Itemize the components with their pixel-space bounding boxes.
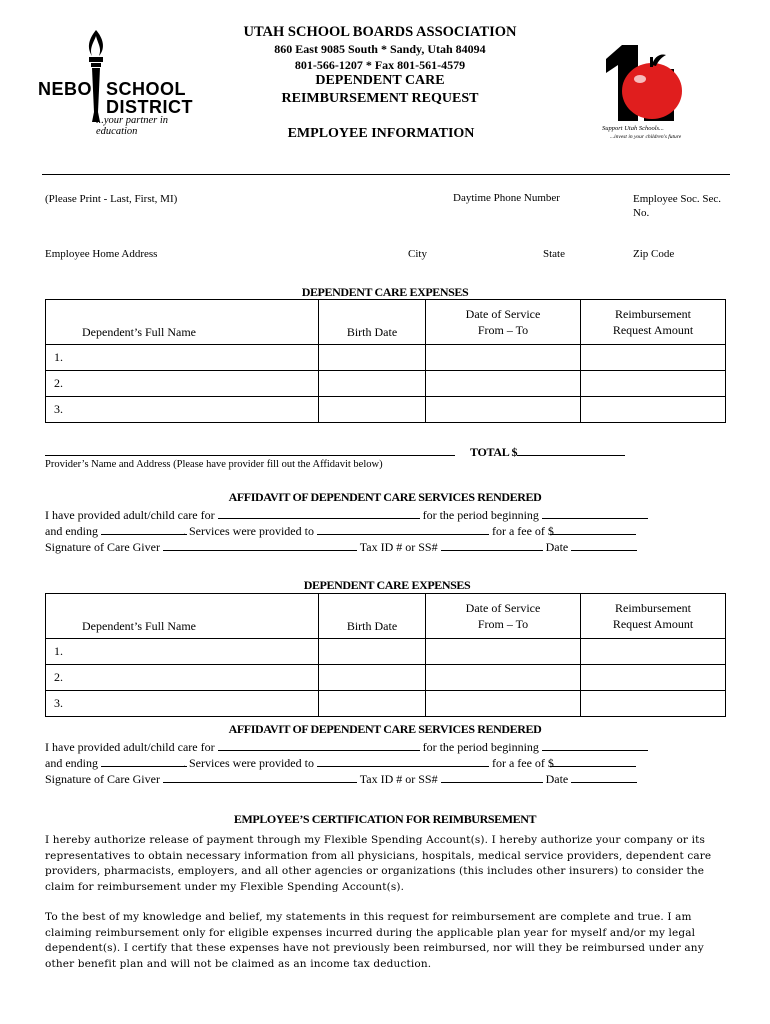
affidavit-2-line3: Signature of Care Giver Tax ID # or SS# Date [45, 770, 637, 787]
certification-paragraph-2: To the best of my knowledge and belief, my statements in this request for reimbursement are complete and true. I am claiming reimbursement only for eligible expenses incurred during the applicable plan year for myself and/or my legal dependent(s). I certify that these expenses have not previously been reimbursed, nor will they be reimbursed under any other benefit plan and will not be claimed as an income tax deduction. [45, 911, 704, 970]
provider-name-line[interactable] [45, 455, 455, 456]
certification-paragraph-1: I hereby authorize release of payment through my Flexible Spending Account(s). I hereby authorize your company or its representatives to obtain necessary information from all physicians, hospitals, medical service providers, dependent care providers, pharmacists, employers, and all other agencies or organizations (this includes other insurers) to consider the claim for reimbursement under my Flexible Spending Account(s). [45, 834, 712, 893]
employee-name-label: (Please Print - Last, First, MI) [45, 193, 178, 205]
date-of-service-cell[interactable] [426, 639, 581, 665]
birth-date-cell[interactable] [319, 345, 426, 371]
support-logo-line2: ...invest in your children's future [610, 134, 682, 140]
table-row [46, 691, 726, 717]
dependent-name-cell[interactable]: 3. [46, 691, 319, 717]
affidavit-1-line3: Signature of Care Giver Tax ID # or SS# Date [45, 538, 637, 555]
certification-title: EMPLOYEE’S CERTIFICATION FOR REIMBURSEMENT [233, 812, 537, 826]
nebo-school-district-logo [36, 26, 211, 137]
birth-date-cell[interactable] [319, 665, 426, 691]
home-address-label: Employee Home Address [45, 248, 158, 260]
affidavit-date-line[interactable] [571, 770, 637, 783]
affidavit-date-line[interactable] [571, 538, 637, 551]
birth-date-cell[interactable] [319, 371, 426, 397]
daytime-phone-label: Daytime Phone Number [453, 192, 560, 204]
logo-word-nebo: NEBO [38, 79, 93, 99]
col-header-birth-date: Birth Date [319, 300, 426, 345]
employee-ssn-label: Employee Soc. Sec. No. [633, 193, 721, 219]
table-row [46, 397, 726, 423]
period-ending-line[interactable] [101, 522, 187, 535]
col-header-birth-date: Birth Date [319, 594, 426, 639]
care-for-line[interactable] [218, 738, 420, 751]
org-address: 860 East 9085 South * Sandy, Utah 84094 [274, 42, 486, 56]
org-phone-fax: 801-566-1207 * Fax 801-561-4579 [294, 58, 466, 72]
state-label: State [543, 248, 565, 260]
date-of-service-cell[interactable] [426, 371, 581, 397]
date-of-service-cell[interactable] [426, 345, 581, 371]
amount-cell[interactable] [581, 371, 726, 397]
amount-cell[interactable] [581, 345, 726, 371]
dependent-name-cell[interactable]: 1. [46, 345, 319, 371]
period-beginning-line[interactable] [542, 738, 648, 751]
period-beginning-line[interactable] [542, 506, 648, 519]
care-giver-signature-line[interactable] [163, 770, 357, 783]
dependent-name-cell[interactable]: 2. [46, 665, 319, 691]
table-row [46, 665, 726, 691]
amount-cell[interactable] [581, 639, 726, 665]
support-logo-line1: Support Utah Schools... [602, 125, 664, 132]
affidavit-title-1: AFFIDAVIT OF DEPENDENT CARE SERVICES RENDERED [228, 490, 542, 504]
logo-tagline: ...your partner in education [96, 115, 169, 137]
birth-date-cell[interactable] [319, 691, 426, 717]
affidavit-title-2: AFFIDAVIT OF DEPENDENT CARE SERVICES RENDERED [228, 722, 542, 736]
date-of-service-cell[interactable] [426, 397, 581, 423]
period-ending-line[interactable] [101, 754, 187, 767]
birth-date-cell[interactable] [319, 397, 426, 423]
amount-cell[interactable] [581, 665, 726, 691]
amount-cell[interactable] [581, 397, 726, 423]
birth-date-cell[interactable] [319, 639, 426, 665]
table-row [46, 639, 726, 665]
col-header-date-of-service: Date of Service From – To [426, 300, 581, 345]
form-title-line1: DEPENDENT CARE [315, 73, 445, 88]
logo-word-district: DISTRICT [106, 97, 193, 117]
support-utah-schools-logo [600, 43, 692, 149]
zip-label: Zip Code [633, 248, 675, 260]
total-amount-line[interactable] [517, 443, 625, 456]
col-header-date-of-service: Date of Service From – To [426, 594, 581, 639]
affidavit-2-line2: and ending . Services were provided to for a fee of $ [45, 754, 636, 771]
expenses-title-2: DEPENDENT CARE EXPENSES [303, 578, 471, 592]
services-provided-to-line[interactable] [317, 522, 489, 535]
tax-id-line[interactable] [441, 538, 543, 551]
amount-cell[interactable] [581, 691, 726, 717]
dependent-name-cell[interactable]: 1. [46, 639, 319, 665]
affidavit-1-line1: I have provided adult/child care for for the period beginning [45, 506, 648, 523]
org-name: UTAH SCHOOL BOARDS ASSOCIATION [243, 24, 517, 40]
date-of-service-cell[interactable] [426, 691, 581, 717]
expenses-table-1 [45, 299, 726, 423]
col-header-dependent-name: Dependent’s Full Name [46, 594, 319, 639]
provider-label: Provider’s Name and Address (Please have provider fill out the Affidavit below) [45, 459, 383, 470]
table-row [46, 345, 726, 371]
city-label: City [408, 248, 427, 260]
fee-amount-line[interactable] [550, 754, 636, 767]
expenses-title-1: DEPENDENT CARE EXPENSES [301, 285, 469, 299]
logo-word-school: SCHOOL [106, 79, 187, 99]
total-label: TOTAL $ [470, 443, 625, 460]
form-title-line2: REIMBURSEMENT REQUEST [281, 91, 479, 106]
col-header-reimbursement-amount: Reimbursement Request Amount [581, 594, 726, 639]
services-provided-to-line[interactable] [317, 754, 489, 767]
care-for-line[interactable] [218, 506, 420, 519]
dependent-name-cell[interactable]: 2. [46, 371, 319, 397]
expenses-table-2 [45, 593, 726, 717]
date-of-service-cell[interactable] [426, 665, 581, 691]
table-row [46, 371, 726, 397]
tax-id-line[interactable] [441, 770, 543, 783]
col-header-dependent-name: Dependent’s Full Name [46, 300, 319, 345]
care-giver-signature-line[interactable] [163, 538, 357, 551]
fee-amount-line[interactable] [550, 522, 636, 535]
affidavit-2-line1: I have provided adult/child care for for the period beginning [45, 738, 648, 755]
section-title-employee-information: EMPLOYEE INFORMATION [287, 126, 475, 141]
dependent-name-cell[interactable]: 3. [46, 397, 319, 423]
affidavit-1-line2: and ending . Services were provided to for a fee of $ [45, 522, 636, 539]
col-header-reimbursement-amount: Reimbursement Request Amount [581, 300, 726, 345]
employee-info-top-rule [42, 174, 730, 175]
